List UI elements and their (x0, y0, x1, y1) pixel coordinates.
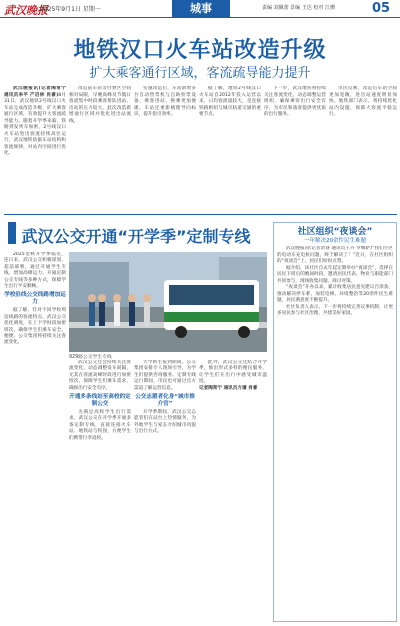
story1-headline: 地铁汉口火车站改造升级 (73, 38, 327, 63)
issue-date: 2025年9月1日 星期一 (40, 6, 101, 13)
story1-column-5: 下一步，武汉地铁将持续关注客流变化，动态调整运营组织，确保乘客出行安全有序，为市民和旅客提供更优质的出行服务。 (264, 86, 326, 117)
story2-byline: 记者陶常宁 通讯员方谦 肖睿 (199, 385, 258, 391)
subheading-1: 学校沿线公交线路增加运力 (4, 292, 66, 306)
story1-column-3: 实施改造后，车站新增多台自动售票机与自助检票设备，乘客进站、换乘更加便捷。车站还重新梳理导向标识，提升指引效率。 (134, 86, 196, 117)
masthead (0, 0, 400, 18)
story1-column-6: 市民反映，改造后车站空间更加宽敞，进出站速度明显加快。地铁部门表示，将持续优化站内设施，保障大客流平稳运行。 (329, 86, 397, 117)
story1-column-2: 改造前车站非付费区空间相对局限，早晚高峰及节假日客流集中时段乘客排队进站、出站的压力较大。此次改造新增通行区域并优化进出站流线。 (69, 86, 131, 124)
sidebar-subtitle: 一年解决20余件民生难题 (304, 238, 366, 244)
story2-headline: 武汉公交开通“开学季”定制专线 (21, 227, 251, 246)
story1-subhead: 扩大乘客通行区域，客流疏导能力提升 (89, 66, 311, 81)
section-name: 城事 (172, 0, 230, 18)
story2-column-3: 大学新生报到期间，公交集团安排专人现场引导，为学生们提供咨询服务。定制专线运行期间，市民也可通过官方渠道了解运营信息。 公交志愿者化身“城市推介官” 开学季期间，武汉公交志愿者们在站台上热情服务，为外地学生与家长介绍城市风貌与出行方式。 (134, 360, 196, 435)
bus-photo-illustration (69, 252, 267, 352)
section-divider (4, 214, 397, 215)
page-number: 05 (372, 1, 391, 16)
bus-photo (69, 252, 267, 352)
story1-column-4: 据了解，地铁2号线汉口火车站自2012年投入运营以来，日均客流量较大，是连接铁路枢纽与城市轨道交通的重要节点。 (199, 86, 261, 117)
editor-credits: 责编 刘佩蕾 景编 王达 校对 江珊 (262, 5, 335, 11)
story1-column-1: 武汉晚报讯(记者陶常宁 通讯员李平 产启林 肖睿)8月31日，武汉地铁2号线汉口火车站完成改造升级，扩大乘客通行区域，有效提升大客流疏导能力。随着开学季来临，铁路到发列车加密，2号线汉口火车站进出客流持续高位运行，武汉地铁依据车站结构和客流规律，对站内空间进行优化。 (4, 86, 66, 156)
newspaper-logo: 武汉晚报 (4, 4, 48, 17)
story2-column-1: 2025金秋开学季临近，连日来，武汉公交积极谋划、超前部署，通过开通学生专线、增加高峰运力、开通定制公交专线等多种方式，保障学生出行平安顺畅。 学校沿线公交线路增加运力 据了解，针对不同学校周边线路的客流特点，武汉公交优化调度，在上下学时段加密班次，确保学生们乘车安全、便捷。公交集团将持续关注客流变化。 (4, 252, 66, 346)
subheading-2: 开通多条线站至高校的定制公交 (69, 394, 131, 408)
story2-column-4: 此外，武汉公交还结合开学季，推出形式多样的便民服务，让学生们在出行中感受城市温度。 记者陶常宁 通讯员方谦 肖睿 (199, 360, 267, 391)
subheading-3: 公交志愿者化身“城市推介官” (135, 394, 195, 408)
story2-column-2: 武汉公交还会持续关注客流变化，动态调整发车间隔，尤其在客流高峰时段进行加密班次，保障学生们乘车需求，确保出行安全有序。 开通多条线站至高校的定制公交 为满足高校学生出行需求，武汉公交在开学季开通多条定制专线，直接连接火车站、地铁站与校园，方便学生们携带行李返校。 (69, 360, 131, 441)
photo-caption: 929路公交学生专线 (69, 355, 112, 360)
sidebar-title: 社区组织“夜谈会” (297, 227, 373, 237)
story1-byline: 武汉晚报讯(记者陶常宁 通讯员李平 产启林 肖睿) (4, 86, 66, 98)
sidebar-body: 武汉晚报讯(记者余睿 通讯员王卉 罗娜萨)“我们小区的电动车充电桩问题，终于解决了！”近日，在社区组织的“夜谈会”上，居民们纷纷点赞。 据介绍，该社区自去年起定期举办“夜谈会”，选择在居民下班后的晚间时段，邀请居民代表、物业与职能部门共同参与，现场收集问题、商讨对策。 “夜谈会”开办以来，累计收集居民意见建议百余条，推动解决停车难、加装电梯、环境整治等20余件民生难题，居民满意度不断提升。 社区负责人表示，下一步将持续完善议事机制，让更多居民参与社区治理，共建美好家园。 (277, 246, 393, 316)
